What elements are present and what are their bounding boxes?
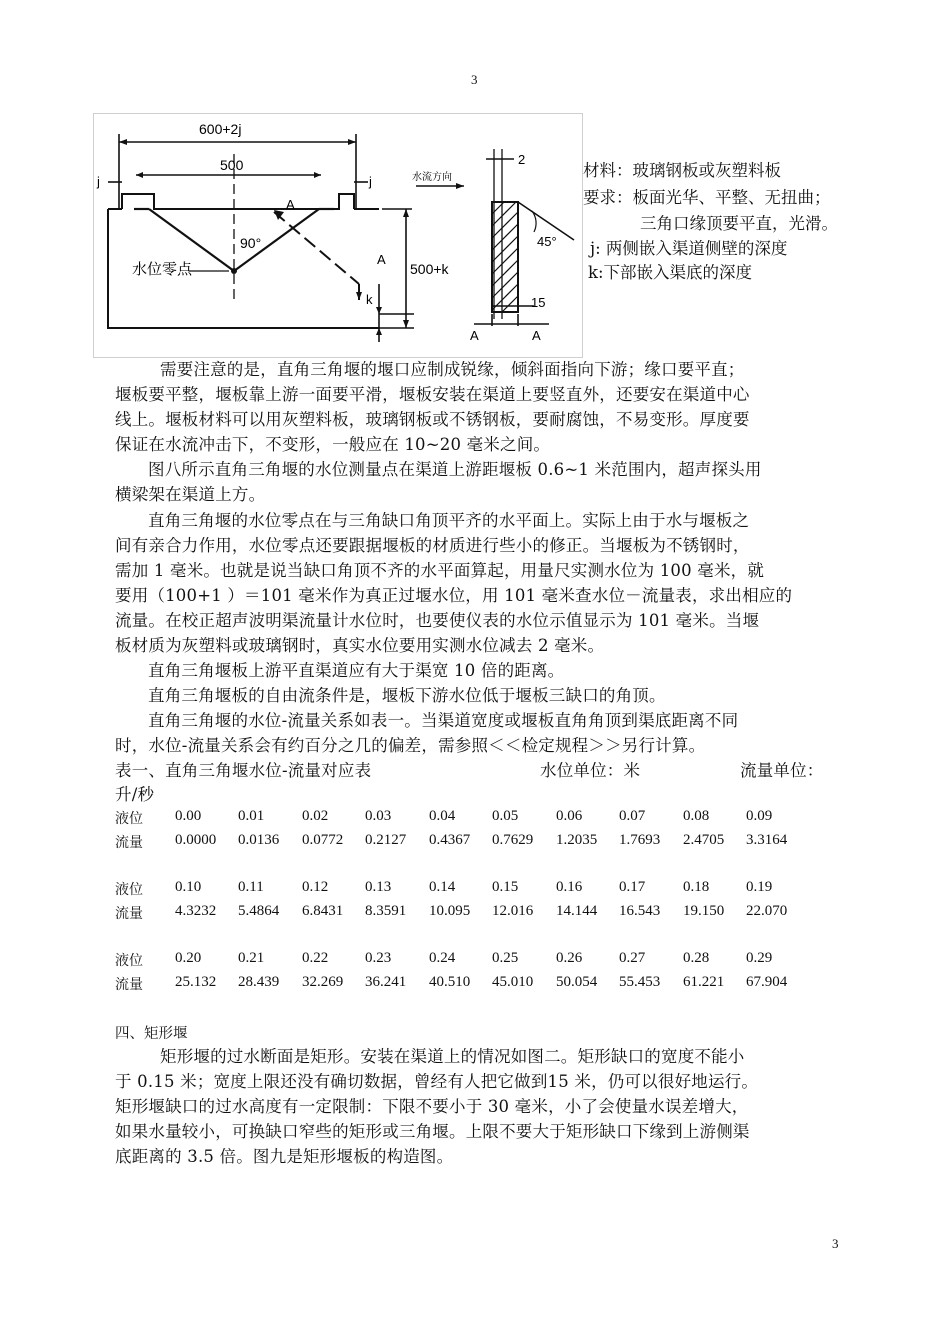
- p5: 直角三角堰板的自由流条件是，堰板下游水位低于堰板三缺口的角顶。: [148, 686, 666, 705]
- level-cell: 0.29: [746, 950, 773, 966]
- level-cell: 0.14: [429, 879, 456, 895]
- flow-cell: 12.016: [492, 903, 534, 919]
- table-unit-flow-cont: 升/秒: [115, 785, 155, 804]
- flow-cell: 28.439: [238, 974, 280, 990]
- flow-cell: 0.0772: [302, 832, 344, 848]
- flow-cell: 0.7629: [492, 832, 534, 848]
- level-cell: 0.07: [619, 808, 646, 824]
- level-cell: 0.11: [238, 879, 264, 895]
- level-cell: 0.22: [302, 950, 329, 966]
- flow-cell: 2.4705: [683, 832, 725, 848]
- level-cell: 0.16: [556, 879, 583, 895]
- materials-line-2: 要求：板面光华、平整、无扭曲；: [583, 188, 831, 207]
- p6-line-2: 时，水位-流量关系会有约百分之几的偏差，需参照＜＜检定规程＞＞另行计算。: [115, 736, 706, 755]
- label-height: 500+k: [410, 261, 449, 277]
- p2-line-2: 横梁架在渠道上方。: [115, 485, 266, 504]
- flow-cell: 1.2035: [556, 832, 598, 848]
- level-cell: 0.04: [429, 808, 456, 824]
- level-cell: 0.06: [556, 808, 583, 824]
- label-2: 2: [518, 152, 526, 167]
- table-unit-flow: 流量单位：: [740, 761, 824, 780]
- table-title: 表一、直角三角堰水位-流量对应表: [115, 761, 372, 780]
- flow-cell: 45.010: [492, 974, 534, 990]
- label-dim-inner: 500: [220, 157, 244, 173]
- flow-cell: 36.241: [365, 974, 407, 990]
- level-cell: 0.20: [175, 950, 202, 966]
- s4-line-3: 矩形堰缺口的过水高度有一定限制：下限不要小于 30 毫米，小了会使量水误差增大，: [115, 1097, 749, 1116]
- row-label-level: 液位: [115, 953, 143, 969]
- level-cell: 0.12: [302, 879, 329, 895]
- flow-cell: 67.904: [746, 974, 788, 990]
- level-cell: 0.10: [175, 879, 202, 895]
- row-label-flow: 流量: [115, 906, 143, 922]
- s4-line-4: 如果水量较小，可换缺口窄些的矩形或三角堰。上限不要大于矩形缺口下缘到上游侧渠: [115, 1122, 750, 1141]
- p3-line-4: 要用（100+1 ）＝101 毫米作为真正过堰水位，用 101 毫米查水位－流量表，求出相应的: [115, 586, 793, 605]
- label-j-left: j: [97, 174, 100, 189]
- p3-line-6: 板材质为灰塑料或玻璃钢时，真实水位要用实测水位减去 2 毫米。: [115, 636, 605, 655]
- materials-line-5: k:下部嵌入渠底的深度: [588, 263, 753, 282]
- level-cell: 0.19: [746, 879, 773, 895]
- p6-line-1: 直角三角堰的水位-流量关系如表一。当渠道宽度或堰板直角角顶到渠底距离不同: [148, 711, 739, 730]
- flow-cell: 19.150: [683, 903, 725, 919]
- flow-cell: 32.269: [302, 974, 344, 990]
- flow-cell: 0.4367: [429, 832, 471, 848]
- level-cell: 0.09: [746, 808, 773, 824]
- flow-cell: 8.3591: [365, 903, 407, 919]
- level-cell: 0.08: [683, 808, 710, 824]
- row-label-flow: 流量: [115, 977, 143, 993]
- label-k: k: [366, 292, 373, 307]
- header-page-number: 3: [471, 72, 478, 87]
- footer-page-number: 3: [832, 1236, 839, 1251]
- label-section-a-left: A: [470, 328, 479, 343]
- flow-cell: 5.4864: [238, 903, 280, 919]
- p1-line-4: 保证在水流冲击下，不变形，一般应在 10~20 毫米之间。: [115, 435, 551, 454]
- label-45: 45°: [537, 234, 557, 249]
- level-cell: 0.25: [492, 950, 519, 966]
- level-cell: 0.24: [429, 950, 456, 966]
- flow-cell: 10.095: [429, 903, 471, 919]
- level-cell: 0.23: [365, 950, 392, 966]
- label-angle: 90°: [240, 235, 262, 251]
- flow-cell: 22.070: [746, 903, 788, 919]
- materials-line-3: 三角口缘顶要平直，光滑。: [640, 214, 838, 233]
- flow-cell: 61.221: [683, 974, 725, 990]
- level-cell: 0.18: [683, 879, 710, 895]
- flow-cell: 6.8431: [302, 903, 344, 919]
- level-cell: 0.03: [365, 808, 392, 824]
- level-cell: 0.21: [238, 950, 265, 966]
- flow-cell: 4.3232: [175, 903, 217, 919]
- level-cell: 0.00: [175, 808, 202, 824]
- p4: 直角三角堰板上游平直渠道应有大于渠宽 10 倍的距离。: [148, 661, 565, 680]
- label-flow-direction: 水流方向: [412, 172, 452, 183]
- level-cell: 0.13: [365, 879, 392, 895]
- label-water-zero: 水位零点: [132, 261, 193, 278]
- flow-cell: 0.0000: [175, 832, 217, 848]
- weir-figure: [93, 113, 583, 358]
- flow-cell: 50.054: [556, 974, 598, 990]
- flow-cell: 40.510: [429, 974, 471, 990]
- flow-cell: 14.144: [556, 903, 598, 919]
- s4-line-5: 底距离的 3.5 倍。图九是矩形堰板的构造图。: [115, 1147, 454, 1166]
- materials-line-1: 材料：玻璃钢板或灰塑料板: [583, 161, 781, 180]
- level-cell: 0.28: [683, 950, 710, 966]
- row-label-level: 液位: [115, 811, 143, 827]
- p3-line-2: 间有亲合力作用，水位零点还要跟据堰板的材质进行些小的修正。当堰板为不锈钢时，: [115, 536, 750, 555]
- level-cell: 0.27: [619, 950, 646, 966]
- section-heading: 四、矩形堰: [115, 1026, 188, 1042]
- flow-cell: 0.0136: [238, 832, 280, 848]
- materials-line-4: j: 两侧嵌入渠道侧壁的深度: [590, 239, 788, 258]
- flow-cell: 16.543: [619, 903, 661, 919]
- flow-cell: 1.7693: [619, 832, 661, 848]
- level-cell: 0.15: [492, 879, 519, 895]
- p3-line-3: 需加 1 毫米。也就是说当缺口角顶不齐的水平面算起，用量尺实测水位为 100 毫米，就: [115, 561, 765, 580]
- level-cell: 0.02: [302, 808, 329, 824]
- label-dim-top: 600+2j: [199, 121, 242, 137]
- flow-cell: 3.3164: [746, 832, 788, 848]
- table-unit-level: 水位单位：米: [540, 761, 641, 780]
- label-j-right: j: [369, 174, 372, 189]
- p1-line-2: 堰板要平整，堰板靠上游一面要平滑，堰板安装在渠道上要竖直外，还要安在渠道中心: [115, 385, 750, 404]
- s4-line-1: 矩形堰的过水断面是矩形。安装在渠道上的情况如图二。矩形缺口的宽度不能小: [160, 1047, 745, 1066]
- label-15: 15: [531, 295, 546, 310]
- p3-line-5: 流量。在校正超声波明渠流量计水位时，也要使仪表的水位示值显示为 101 毫米。当堰: [115, 611, 760, 630]
- label-a-top: A: [286, 197, 295, 212]
- p3-line-1: 直角三角堰的水位零点在与三角缺口角顶平齐的水平面上。实际上由于水与堰板之: [148, 511, 750, 530]
- p1-line-1: 需要注意的是，直角三角堰的堰口应制成锐缘，倾斜面指向下游；缘口要平直；: [160, 360, 745, 379]
- level-cell: 0.05: [492, 808, 519, 824]
- row-label-level: 液位: [115, 882, 143, 898]
- label-a-right: A: [377, 252, 386, 267]
- level-cell: 0.26: [556, 950, 583, 966]
- label-section-a-right: A: [532, 328, 541, 343]
- p2-line-1: 图八所示直角三角堰的水位测量点在渠道上游距堰板 0.6~1 米范围内，超声探头用: [148, 460, 762, 479]
- flow-cell: 25.132: [175, 974, 217, 990]
- level-cell: 0.01: [238, 808, 265, 824]
- row-label-flow: 流量: [115, 835, 143, 851]
- weir-diagram: [94, 114, 582, 357]
- p1-line-3: 线上。堰板材料可以用灰塑料板，玻璃钢板或不锈钢板，要耐腐蚀，不易变形。厚度要: [115, 410, 750, 429]
- flow-cell: 55.453: [619, 974, 661, 990]
- level-cell: 0.17: [619, 879, 646, 895]
- flow-cell: 0.2127: [365, 832, 407, 848]
- s4-line-2: 于 0.15 米；宽度上限还没有确切数据，曾经有人把它做到15 米，仍可以很好地运行。: [115, 1072, 759, 1091]
